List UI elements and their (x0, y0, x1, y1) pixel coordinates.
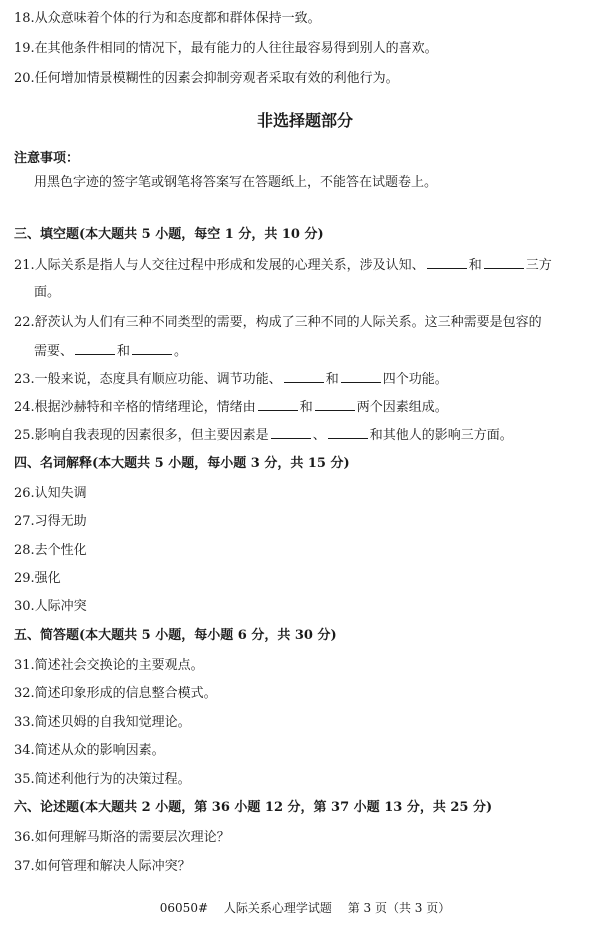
exam-code: 06050# (159, 901, 209, 915)
answer-blank[interactable] (341, 370, 381, 383)
question-22-cont (34, 342, 598, 361)
q22-text-d: 。 (174, 344, 188, 359)
short-answer-item: 32.简述印象形成的信息整合模式。 (14, 686, 217, 701)
page-footer (0, 899, 610, 916)
statement-18: 18.从众意味着个体的行为和态度都和群体保持一致。 (14, 11, 321, 26)
term-item: 30.人际冲突 (14, 599, 87, 614)
q23-text-c: 四个功能。 (382, 372, 448, 387)
q23-text-b: 和 (325, 372, 339, 387)
q25-text-b: 、 (312, 428, 326, 443)
question-23 (14, 370, 598, 389)
answer-blank[interactable] (132, 342, 172, 355)
section-title: 非选择题部分 (256, 111, 353, 130)
answer-blank[interactable] (75, 342, 115, 355)
q22-text-b: 需要、 (34, 344, 74, 359)
q24-text-c: 两个因素组成。 (356, 400, 448, 415)
term-item: 29.强化 (14, 571, 61, 586)
q21-text-a: 21.人际关系是指人与人交往过程中形成和发展的心理关系，涉及认知、 (14, 258, 425, 273)
q21-continuation: 面。 (34, 285, 61, 300)
question-24 (14, 398, 598, 417)
answer-blank[interactable] (427, 256, 467, 269)
q24-text-a: 24.根据沙赫特和辛格的情绪理论，情绪由 (14, 400, 256, 415)
q21-text-c: 三方 (525, 258, 552, 273)
sec3-heading: 三、填空题(本大题共 5 小题，每空 1 分，共 10 分) (14, 227, 324, 242)
answer-blank[interactable] (258, 398, 298, 411)
term-item: 26.认知失调 (14, 486, 87, 501)
page-number: 第 3 页（共 3 页） (347, 901, 451, 915)
sec4-heading: 四、名词解释(本大题共 5 小题，每小题 3 分，共 15 分) (14, 456, 350, 471)
q24-text-b: 和 (299, 400, 313, 415)
answer-blank[interactable] (484, 256, 524, 269)
q25-text-c: 和其他人的影响三方面。 (369, 428, 513, 443)
question-21 (14, 256, 598, 275)
q25-text-a: 25.影响自我表现的因素很多，但主要因素是 (14, 428, 269, 443)
q23-text-a: 23.一般来说，态度具有顺应功能、调节功能、 (14, 372, 282, 387)
notice-heading: 注意事项： (14, 151, 80, 166)
essay-item: 37.如何管理和解决人际冲突？ (14, 859, 191, 874)
question-22: 22.舒茨认为人们有三种不同类型的需要，构成了三种不同的人际关系。这三种需要是包容的 (14, 315, 542, 330)
answer-blank[interactable] (328, 426, 368, 439)
sec6-heading: 六、论述题(本大题共 2 小题，第 36 小题 12 分，第 37 小题 13 分，共 25 分) (14, 800, 493, 815)
short-answer-item: 33.简述贝姆的自我知觉理论。 (14, 715, 191, 730)
short-answer-item: 34.简述从众的影响因素。 (14, 743, 165, 758)
statement-19: 19.在其他条件相同的情况下，最有能力的人往往最容易得到别人的喜欢。 (14, 41, 438, 56)
short-answer-item: 31.简述社会交换论的主要观点。 (14, 658, 204, 673)
q22-text-c: 和 (117, 344, 131, 359)
sec5-heading: 五、简答题(本大题共 5 小题，每小题 6 分，共 30 分) (14, 628, 337, 643)
answer-blank[interactable] (315, 398, 355, 411)
essay-item: 36.如何理解马斯洛的需要层次理论？ (14, 830, 230, 845)
term-item: 27.习得无助 (14, 514, 87, 529)
exam-subject: 人际关系心理学试题 (223, 901, 332, 915)
notice-text: 用黑色字迹的签字笔或钢笔将答案写在答题纸上，不能答在试题卷上。 (34, 175, 438, 190)
short-answer-item: 35.简述利他行为的决策过程。 (14, 772, 191, 787)
statement-20: 20.任何增加情景模糊性的因素会抑制旁观者采取有效的利他行为。 (14, 71, 399, 86)
q21-text-b: 和 (468, 258, 482, 273)
answer-blank[interactable] (284, 370, 324, 383)
term-item: 28.去个性化 (14, 543, 87, 558)
answer-blank[interactable] (271, 426, 311, 439)
question-25 (14, 426, 598, 445)
